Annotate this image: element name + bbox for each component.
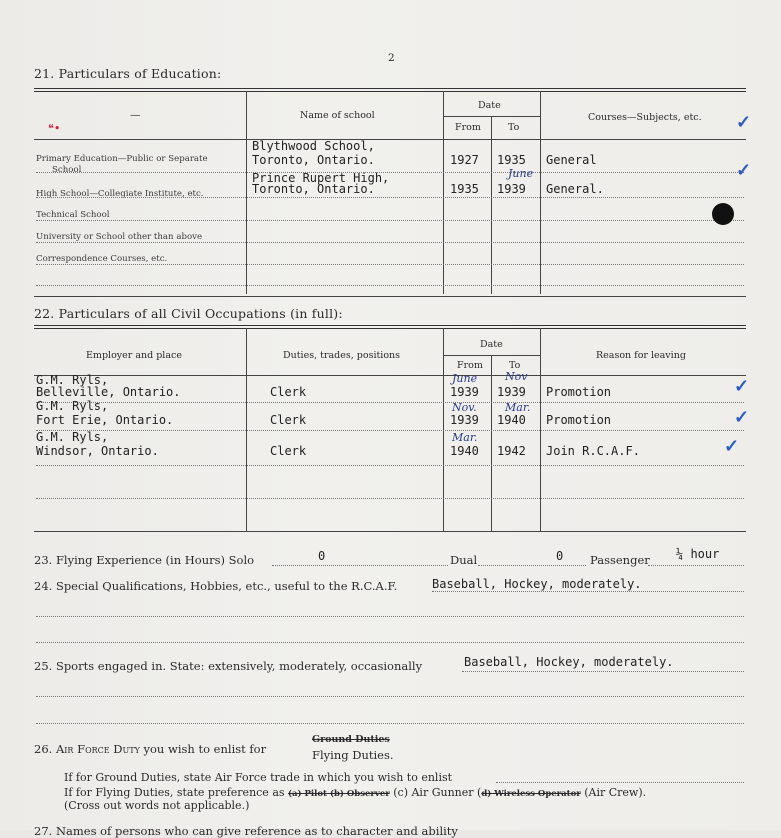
duty: Clerk	[270, 385, 307, 399]
dotted-rule	[36, 220, 744, 221]
date-from: 1940	[450, 444, 479, 458]
col-courses-header: Courses—Subjects, etc.	[588, 112, 702, 123]
row-label-technical: Technical School	[36, 210, 110, 220]
ink-blot	[712, 203, 734, 225]
col-duties-header: Duties, trades, positions	[283, 350, 401, 361]
passenger-label: Passenger	[590, 553, 650, 567]
section-26-term: Air Force Duty	[55, 742, 140, 756]
check-mark-icon: ✓	[736, 160, 752, 181]
section-21-title: 21. Particulars of Education:	[34, 66, 222, 81]
dual-label: Dual	[450, 553, 478, 567]
duty: Clerk	[270, 444, 307, 458]
handwritten-month: June	[508, 167, 534, 180]
date-from: 1927	[450, 153, 479, 167]
row-label-high: High School—Collegiate Institute, etc.	[36, 189, 204, 199]
flying-suffix: (Air Crew).	[580, 786, 647, 799]
dotted-rule	[648, 565, 744, 566]
school-name: Blythwood School,	[252, 139, 375, 153]
employer-name: G.M. Ryls,	[36, 373, 109, 387]
date-from: 1939	[450, 385, 479, 399]
grid-line	[491, 356, 492, 531]
date-to: 1939	[497, 385, 526, 399]
dotted-rule	[36, 465, 744, 466]
employer-place: Fort Erie, Ontario.	[36, 413, 174, 427]
dotted-rule	[36, 498, 744, 499]
passenger-hours: ¼ hour	[676, 547, 720, 561]
col-employer-header: Employer and place	[86, 350, 182, 361]
section-26-label	[34, 742, 266, 756]
handwritten-month: June	[452, 372, 478, 385]
col-to-header: To	[508, 122, 520, 133]
solo-hours: 0	[318, 549, 326, 563]
handwritten-month: Mar.	[452, 431, 478, 444]
school-name: Prince Rupert High,	[252, 171, 390, 185]
check-mark-icon: ✓	[734, 376, 750, 397]
row-label-correspondence: Correspondence Courses, etc.	[36, 254, 168, 264]
section-22-title: 22. Particulars of all Civil Occupations (in full):	[34, 306, 343, 321]
ink-mark: ❝•	[48, 122, 61, 135]
dotted-rule	[432, 591, 744, 592]
col-reason-header: Reason for leaving	[596, 350, 686, 361]
check-mark-icon: ✓	[734, 407, 750, 428]
grid-line	[443, 355, 540, 356]
divider	[34, 325, 746, 329]
dotted-rule	[36, 642, 744, 643]
employer-place: Belleville, Ontario.	[36, 385, 181, 399]
section-25-label: 25. Sports engaged in. State: extensively, moderately, occasionally	[34, 659, 423, 673]
section-27-label: 27. Names of persons who can give reference as to character and ability	[34, 824, 458, 838]
flying-prefix: If for Flying Duties, state preference as	[64, 786, 289, 799]
flying-struck-pilot-observer: (a) Pilot (b) Observer	[288, 789, 390, 799]
col-date-header: Date	[480, 339, 503, 350]
flying-duties-line	[64, 786, 646, 799]
col-from-header: From	[457, 360, 483, 371]
grid-line	[443, 116, 540, 117]
employer-name: G.M. Ryls,	[36, 399, 109, 413]
reason: Join R.C.A.F.	[546, 444, 640, 458]
dual-hours: 0	[556, 549, 564, 563]
dotted-rule	[478, 565, 586, 566]
dotted-rule	[36, 264, 744, 265]
row-label-primary-2: School	[52, 165, 82, 175]
date-to: 1935	[497, 153, 526, 167]
date-from: 1935	[450, 182, 479, 196]
ground-duties-line: If for Ground Duties, state Air Force trade in which you wish to enlist	[64, 771, 453, 784]
section-end-rule	[34, 296, 746, 297]
handwritten-month: Nov.	[452, 401, 477, 414]
col-first-header: —	[130, 109, 141, 121]
courses: General	[546, 153, 597, 167]
employer-name: G.M. Ryls,	[36, 430, 109, 444]
date-to: 1939	[497, 182, 526, 196]
reason: Promotion	[546, 413, 612, 427]
employer-place: Windsor, Ontario.	[36, 444, 159, 458]
divider	[34, 88, 746, 92]
handwritten-month: Mar.	[505, 401, 531, 414]
duty: Clerk	[270, 413, 307, 427]
col-to-header: To	[509, 360, 521, 371]
grid-line	[34, 139, 746, 140]
flying-mid: (c) Air Gunner (	[389, 786, 482, 799]
check-mark-icon: ✓	[724, 436, 740, 457]
school-place: Toronto, Ontario.	[252, 182, 375, 196]
col-name-header: Name of school	[300, 110, 375, 121]
dotted-rule	[462, 671, 744, 672]
check-mark-icon: ✓	[736, 112, 752, 133]
dotted-rule	[36, 616, 744, 617]
dotted-rule	[36, 172, 744, 173]
qualifications-value: Baseball, Hockey, moderately.	[432, 577, 642, 591]
row-label-primary: Primary Education—Public or Separate	[36, 154, 208, 164]
handwritten-month: Nov	[505, 370, 528, 383]
duty-option-struck: Ground Duties	[312, 734, 390, 745]
courses: General.	[546, 182, 604, 196]
date-to: 1940	[497, 413, 526, 427]
section-end-rule	[34, 531, 746, 532]
school-place: Toronto, Ontario.	[252, 153, 375, 167]
row-label-university: University or School other than above	[36, 232, 203, 242]
dotted-rule	[36, 285, 744, 286]
sports-value: Baseball, Hockey, moderately.	[464, 655, 674, 669]
section-23-label: 23. Flying Experience (in Hours) Solo	[34, 553, 255, 567]
dotted-rule	[272, 565, 448, 566]
dotted-rule	[36, 696, 744, 697]
date-to: 1942	[497, 444, 526, 458]
date-from: 1939	[450, 413, 479, 427]
section-26-prefix: 26.	[34, 742, 56, 756]
reason: Promotion	[546, 385, 612, 399]
dotted-rule	[36, 723, 744, 724]
col-from-header: From	[455, 122, 481, 133]
dotted-rule	[36, 197, 744, 198]
dotted-rule	[36, 430, 744, 431]
dotted-rule	[36, 402, 744, 403]
dotted-rule	[496, 782, 744, 783]
grid-line	[491, 117, 492, 294]
grid-line	[34, 375, 746, 376]
dotted-rule	[36, 242, 744, 243]
flying-struck-wireless: d) Wireless Operator	[481, 789, 581, 799]
section-24-label: 24. Special Qualifications, Hobbies, etc., useful to the R.C.A.F.	[34, 579, 398, 593]
col-date-header: Date	[478, 100, 501, 111]
duty-option-selected: Flying Duties.	[312, 748, 394, 762]
page-number: 2	[388, 52, 395, 64]
cross-out-note: (Cross out words not applicable.)	[64, 799, 250, 812]
section-26-suffix: you wish to enlist for	[139, 742, 267, 756]
